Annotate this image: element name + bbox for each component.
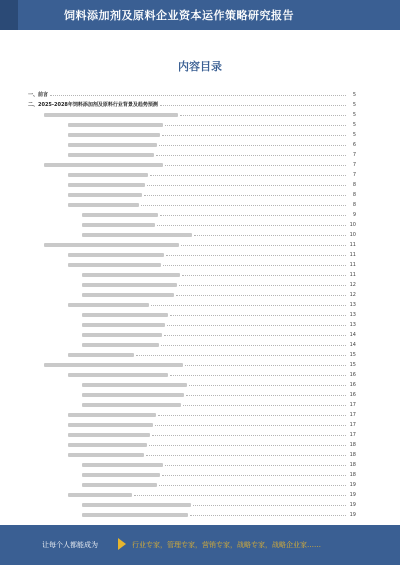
toc-entry-title: 一、前言 <box>28 92 49 98</box>
toc-entry-title-placeholder <box>82 343 159 347</box>
toc-entry[interactable] <box>68 450 356 458</box>
toc-entry[interactable] <box>82 380 356 388</box>
toc-entry[interactable] <box>68 180 356 188</box>
toc-page-number: 7 <box>352 172 356 178</box>
arrow-right-icon <box>118 538 126 550</box>
toc-leader-dots <box>136 354 346 356</box>
toc-entry[interactable] <box>68 170 356 178</box>
toc-entry-title-placeholder <box>68 123 163 127</box>
toc-leader-dots <box>182 274 346 276</box>
toc-entry[interactable] <box>82 220 356 228</box>
toc-entry-title-placeholder <box>82 273 180 277</box>
footer-bar <box>0 525 400 565</box>
toc-entry-title-placeholder <box>68 183 145 187</box>
toc-entry[interactable] <box>68 410 356 418</box>
toc-page-number: 7 <box>352 162 356 168</box>
toc-entry-title-placeholder <box>82 463 163 467</box>
toc-entry-title-placeholder <box>68 143 157 147</box>
header-bar <box>0 0 400 30</box>
toc-leader-dots <box>165 164 346 166</box>
toc-leader-dots <box>134 494 346 496</box>
toc-leader-dots <box>155 424 346 426</box>
toc-entry[interactable] <box>82 230 356 238</box>
toc-leader-dots <box>151 304 346 306</box>
toc-entry[interactable] <box>68 140 356 148</box>
toc-page-number: 18 <box>349 452 356 458</box>
toc-entry[interactable] <box>82 290 356 298</box>
toc-leader-dots <box>180 114 346 116</box>
toc-entry[interactable] <box>82 400 356 408</box>
toc-page-number: 5 <box>352 112 356 118</box>
toc-page-number: 18 <box>349 472 356 478</box>
toc-leader-dots <box>159 144 346 146</box>
toc-page-number: 12 <box>349 282 356 288</box>
toc-leader-dots <box>170 374 346 376</box>
toc-entry[interactable] <box>68 150 356 158</box>
toc-leader-dots <box>157 224 346 226</box>
toc-entry[interactable] <box>68 250 356 258</box>
toc-leader-dots <box>186 394 346 396</box>
toc-entry-title-placeholder <box>82 503 191 507</box>
footer-tagline: 行业专家，管理专家，营销专家，战略专家，战略企业家…… <box>132 541 321 549</box>
toc-entry[interactable] <box>82 470 356 478</box>
toc-page-number: 5 <box>352 92 356 98</box>
toc-page-number: 14 <box>349 332 356 338</box>
toc-entry-title-placeholder <box>68 153 154 157</box>
toc-entry-title-placeholder <box>68 353 134 357</box>
toc-entry[interactable] <box>44 160 356 168</box>
toc-entry-title-placeholder <box>68 373 168 377</box>
toc-leader-dots <box>164 334 346 336</box>
toc-entry-title-placeholder <box>68 193 142 197</box>
toc-entry[interactable] <box>82 460 356 468</box>
toc-entry-title-placeholder <box>82 473 160 477</box>
toc-page-number: 16 <box>349 392 356 398</box>
toc-leader-dots <box>189 384 346 386</box>
toc-page-number: 12 <box>349 292 356 298</box>
toc-page-number: 17 <box>349 402 356 408</box>
toc-leader-dots <box>149 444 346 446</box>
toc-entry[interactable] <box>68 490 356 498</box>
toc-leader-dots <box>179 284 346 286</box>
toc-page-number: 18 <box>349 462 356 468</box>
toc-leader-dots <box>160 214 346 216</box>
toc-page-number: 19 <box>349 482 356 488</box>
toc-leader-dots <box>159 484 346 486</box>
toc-entry[interactable] <box>68 130 356 138</box>
toc-leader-dots <box>163 264 346 266</box>
toc-entry[interactable] <box>68 200 356 208</box>
toc-leader-dots <box>162 474 346 476</box>
toc-entry-title: 二、2025-2028年饲料添加剂及原料行业背景及趋势预测 <box>28 102 158 108</box>
toc-entry[interactable] <box>68 120 356 128</box>
toc-page-number: 5 <box>352 132 356 138</box>
toc-page-number: 7 <box>352 152 356 158</box>
toc-entry-title-placeholder <box>82 233 192 237</box>
toc-leader-dots <box>161 344 346 346</box>
toc-entry-title-placeholder <box>82 403 181 407</box>
toc-page-number: 8 <box>352 182 356 188</box>
toc-leader-dots <box>147 184 346 186</box>
toc-entry[interactable] <box>82 280 356 288</box>
toc-entry-title-placeholder <box>82 383 187 387</box>
toc-page-number: 5 <box>352 102 356 108</box>
toc-entry-title-placeholder <box>68 453 144 457</box>
toc-leader-dots <box>181 244 346 246</box>
toc-page-number: 16 <box>349 372 356 378</box>
toc-leader-dots <box>152 434 346 436</box>
toc-leader-dots <box>183 404 346 406</box>
toc-entry-title-placeholder <box>68 173 148 177</box>
toc-page-number: 11 <box>349 272 356 278</box>
toc-entry-title-placeholder <box>82 393 184 397</box>
toc-entry[interactable] <box>68 300 356 308</box>
toc-entry[interactable] <box>82 340 356 348</box>
toc-entry-title-placeholder <box>82 323 165 327</box>
toc-entry-title-placeholder <box>82 513 188 517</box>
toc-entry[interactable] <box>82 500 356 508</box>
toc-entry[interactable] <box>44 360 356 368</box>
toc-entry[interactable] <box>28 90 356 98</box>
toc-entry-title-placeholder <box>44 243 179 247</box>
toc-page-number: 10 <box>349 222 356 228</box>
toc-entry[interactable] <box>44 110 356 118</box>
toc-page-number: 13 <box>349 322 356 328</box>
toc-entry-title-placeholder <box>44 163 163 167</box>
toc-leader-dots <box>146 454 346 456</box>
toc-leader-dots <box>170 314 346 316</box>
toc-entry[interactable] <box>82 270 356 278</box>
toc-entry-title-placeholder <box>68 443 147 447</box>
toc-entry-title-placeholder <box>44 113 178 117</box>
toc-page-number: 5 <box>352 122 356 128</box>
toc-page-number: 6 <box>352 142 356 148</box>
toc-entry-title-placeholder <box>68 263 161 267</box>
toc-entry[interactable] <box>68 430 356 438</box>
toc-page-number: 17 <box>349 412 356 418</box>
toc-page-number: 8 <box>352 202 356 208</box>
toc-leader-dots <box>166 254 346 256</box>
toc-entry-title-placeholder <box>82 313 168 317</box>
toc-entry-title-placeholder <box>68 203 139 207</box>
toc-leader-dots <box>141 204 346 206</box>
toc-page-number: 19 <box>349 492 356 498</box>
toc-entry[interactable] <box>82 480 356 488</box>
toc-leader-dots <box>162 134 346 136</box>
header-accent-block <box>0 0 18 30</box>
toc-page-number: 17 <box>349 432 356 438</box>
toc-leader-dots <box>193 504 346 506</box>
toc-entry[interactable] <box>68 260 356 268</box>
toc-entry[interactable] <box>68 440 356 448</box>
toc-page-number: 11 <box>349 262 356 268</box>
toc-entry-title-placeholder <box>82 213 158 217</box>
toc-entry-title-placeholder <box>82 293 174 297</box>
toc-entry[interactable] <box>82 510 356 518</box>
toc-leader-dots <box>190 514 346 516</box>
toc-entry-title-placeholder <box>68 253 164 257</box>
toc-page-number: 13 <box>349 312 356 318</box>
toc-entry-title-placeholder <box>44 363 183 367</box>
toc-entry-title-placeholder <box>68 413 156 417</box>
toc-page-number: 15 <box>349 352 356 358</box>
toc-entry-title-placeholder <box>68 133 160 137</box>
toc-page-number: 8 <box>352 192 356 198</box>
toc-entry-title-placeholder <box>68 423 153 427</box>
toc-page-number: 19 <box>349 502 356 508</box>
toc-entry-title-placeholder <box>82 283 177 287</box>
toc-entry-title-placeholder <box>68 493 132 497</box>
toc-leader-dots <box>150 174 346 176</box>
toc-entry[interactable] <box>44 240 356 248</box>
toc-entry[interactable] <box>82 310 356 318</box>
footer-slogan: 让每个人都能成为 <box>42 541 98 549</box>
toc-leader-dots <box>167 324 346 326</box>
toc-entry[interactable] <box>82 390 356 398</box>
toc-page-number: 10 <box>349 232 356 238</box>
toc-leader-dots <box>176 294 346 296</box>
toc-page-number: 13 <box>349 302 356 308</box>
toc-entry[interactable] <box>82 210 356 218</box>
toc-entry[interactable] <box>82 320 356 328</box>
toc-leader-dots <box>144 194 346 196</box>
toc-page-number: 15 <box>349 362 356 368</box>
toc-page-number: 14 <box>349 342 356 348</box>
toc-page-number: 16 <box>349 382 356 388</box>
toc-entry[interactable] <box>82 330 356 338</box>
toc-leader-dots <box>158 414 346 416</box>
toc-leader-dots <box>160 104 346 106</box>
toc-entry[interactable] <box>68 350 356 358</box>
toc-entry[interactable] <box>68 420 356 428</box>
toc-page-number: 19 <box>349 512 356 518</box>
toc-entry-title-placeholder <box>82 223 155 227</box>
toc-entry[interactable] <box>28 100 356 108</box>
toc-leader-dots <box>185 364 346 366</box>
toc-leader-dots <box>50 94 346 96</box>
toc-leader-dots <box>156 154 346 156</box>
toc-entry-title-placeholder <box>68 433 150 437</box>
toc-page-number: 11 <box>349 242 356 248</box>
toc-leader-dots <box>165 464 346 466</box>
toc-page-number: 17 <box>349 422 356 428</box>
toc-entry-title-placeholder <box>82 333 162 337</box>
toc-page-number: 9 <box>352 212 356 218</box>
toc-entry[interactable] <box>68 370 356 378</box>
toc-entry-title-placeholder <box>82 483 157 487</box>
toc-leader-dots <box>194 234 346 236</box>
toc-leader-dots <box>165 124 346 126</box>
toc-entry[interactable] <box>68 190 356 198</box>
toc-page-number: 18 <box>349 442 356 448</box>
document-title: 饲料添加剂及原料企业资本运作策略研究报告 <box>64 9 294 22</box>
toc-heading: 内容目录 <box>178 60 222 73</box>
toc-entry-title-placeholder <box>68 303 149 307</box>
toc-page-number: 11 <box>349 252 356 258</box>
